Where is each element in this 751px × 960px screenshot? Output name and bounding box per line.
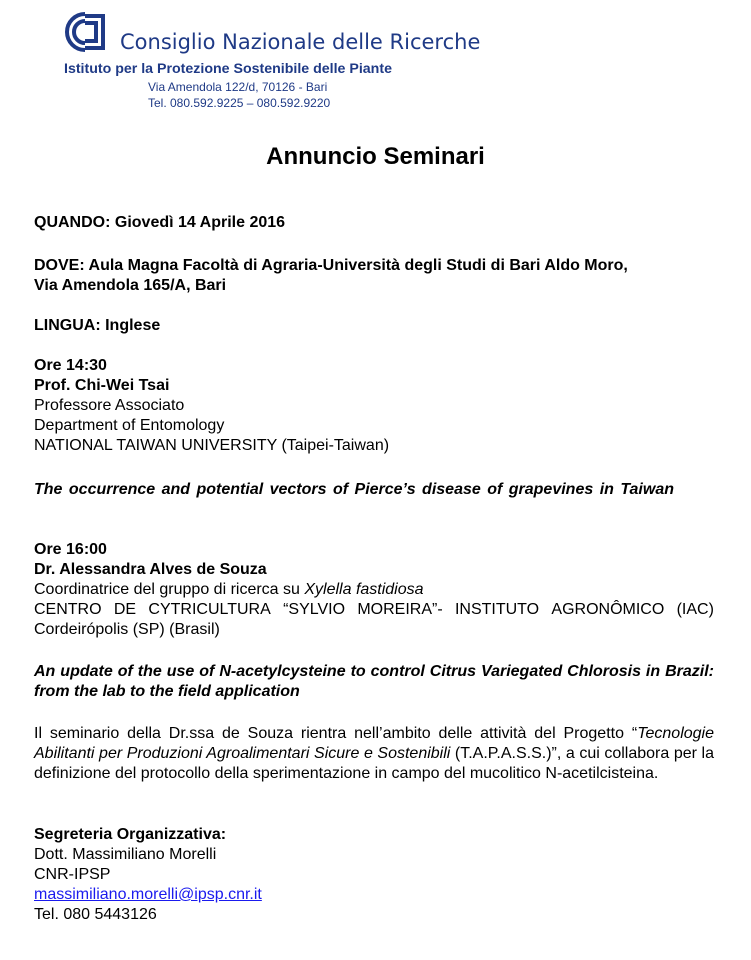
contact-affiliation: CNR-IPSP	[34, 866, 111, 883]
centre-word: CENTRO	[34, 601, 102, 618]
centre-word: DE	[113, 601, 137, 618]
institute-name: Istituto per la Protezione Sostenibile delle Piante	[64, 61, 392, 77]
seminar-2-time: Ore 16:00	[34, 541, 107, 558]
seminar-1-role: Professore Associato	[34, 397, 185, 414]
where-line-2: Via Amendola 165/A, Bari	[34, 277, 227, 294]
seminar-2-centre	[34, 600, 714, 620]
seminar-2-speaker: Dr. Alessandra Alves de Souza	[34, 561, 267, 578]
seminar-1-speaker: Prof. Chi-Wei Tsai	[34, 377, 170, 394]
contact-block	[34, 825, 714, 925]
centre-word: CYTRICULTURA	[148, 601, 271, 618]
seminar-1-time: Ore 14:30	[34, 357, 107, 374]
project-note	[34, 724, 714, 784]
centre-word: MOREIRA”-	[357, 601, 443, 618]
seminar-2-role	[34, 580, 714, 600]
project-note-part-1: Il seminario della Dr.ssa de Souza rientra nell’ambito delle attività del Progetto “	[34, 725, 638, 742]
centre-word: (IAC)	[676, 601, 714, 618]
institute-address: Via Amendola 122/d, 70126 - Bari	[148, 80, 328, 94]
contact-name: Dott. Massimiliano Morelli	[34, 846, 217, 863]
letterhead	[0, 0, 751, 110]
project-note-part-2: (T.A.P.A.S.S.)”, a cui collabora per la definizione del protocollo della sperimentazione in campo del mucolitico N-acetilcisteina.	[34, 745, 714, 782]
seminar-1-department: Department of Entomology	[34, 417, 225, 434]
centre-word: “SYLVIO	[283, 601, 346, 618]
contact-heading: Segreteria Organizzativa:	[34, 826, 227, 843]
org-name: Consiglio Nazionale delle Ricerche	[120, 30, 481, 54]
seminar-1-university: NATIONAL TAIWAN UNIVERSITY (Taipei-Taiwan)	[34, 437, 390, 454]
seminar-2-role-prefix: Coordinatrice del gruppo di ricerca su	[34, 581, 305, 598]
when-line: QUANDO: Giovedì 14 Aprile 2016	[34, 214, 286, 231]
seminar-2-talk-title: An update of the use of N-acetylcysteine to control Citrus Variegated Chlorosis in Brazil: from the lab to the field application	[34, 663, 714, 700]
centre-word: INSTITUTO	[454, 601, 540, 618]
institute-phone: Tel. 080.592.9225 – 080.592.9220	[148, 96, 331, 110]
seminar-1	[34, 356, 714, 456]
page-title: Annuncio Seminari	[266, 143, 485, 170]
centre-word: AGRONÔMICO	[551, 601, 665, 618]
where-block	[34, 256, 714, 296]
language-line: LINGUA: Inglese	[34, 317, 161, 334]
contact-phone: Tel. 080 5443126	[34, 906, 157, 923]
seminar-2-location: Cordeirópolis (SP) (Brasil)	[34, 621, 220, 638]
project-name: Tecnologie Abilitanti per Produzioni Agroalimentari Sicure e Sostenibili	[34, 725, 714, 762]
where-line-1: DOVE: Aula Magna Facoltà di Agraria-Università degli Studi di Bari Aldo Moro,	[34, 257, 628, 274]
contact-email-link[interactable]: massimiliano.morelli@ipsp.cnr.it	[34, 886, 262, 903]
cnr-logo-icon	[63, 12, 107, 52]
seminar-2	[34, 540, 714, 640]
seminar-1-talk-title: The occurrence and potential vectors of Pierce’s disease of grapevines in Taiwan	[34, 481, 674, 498]
seminar-2-species: Xylella fastidiosa	[304, 581, 424, 598]
